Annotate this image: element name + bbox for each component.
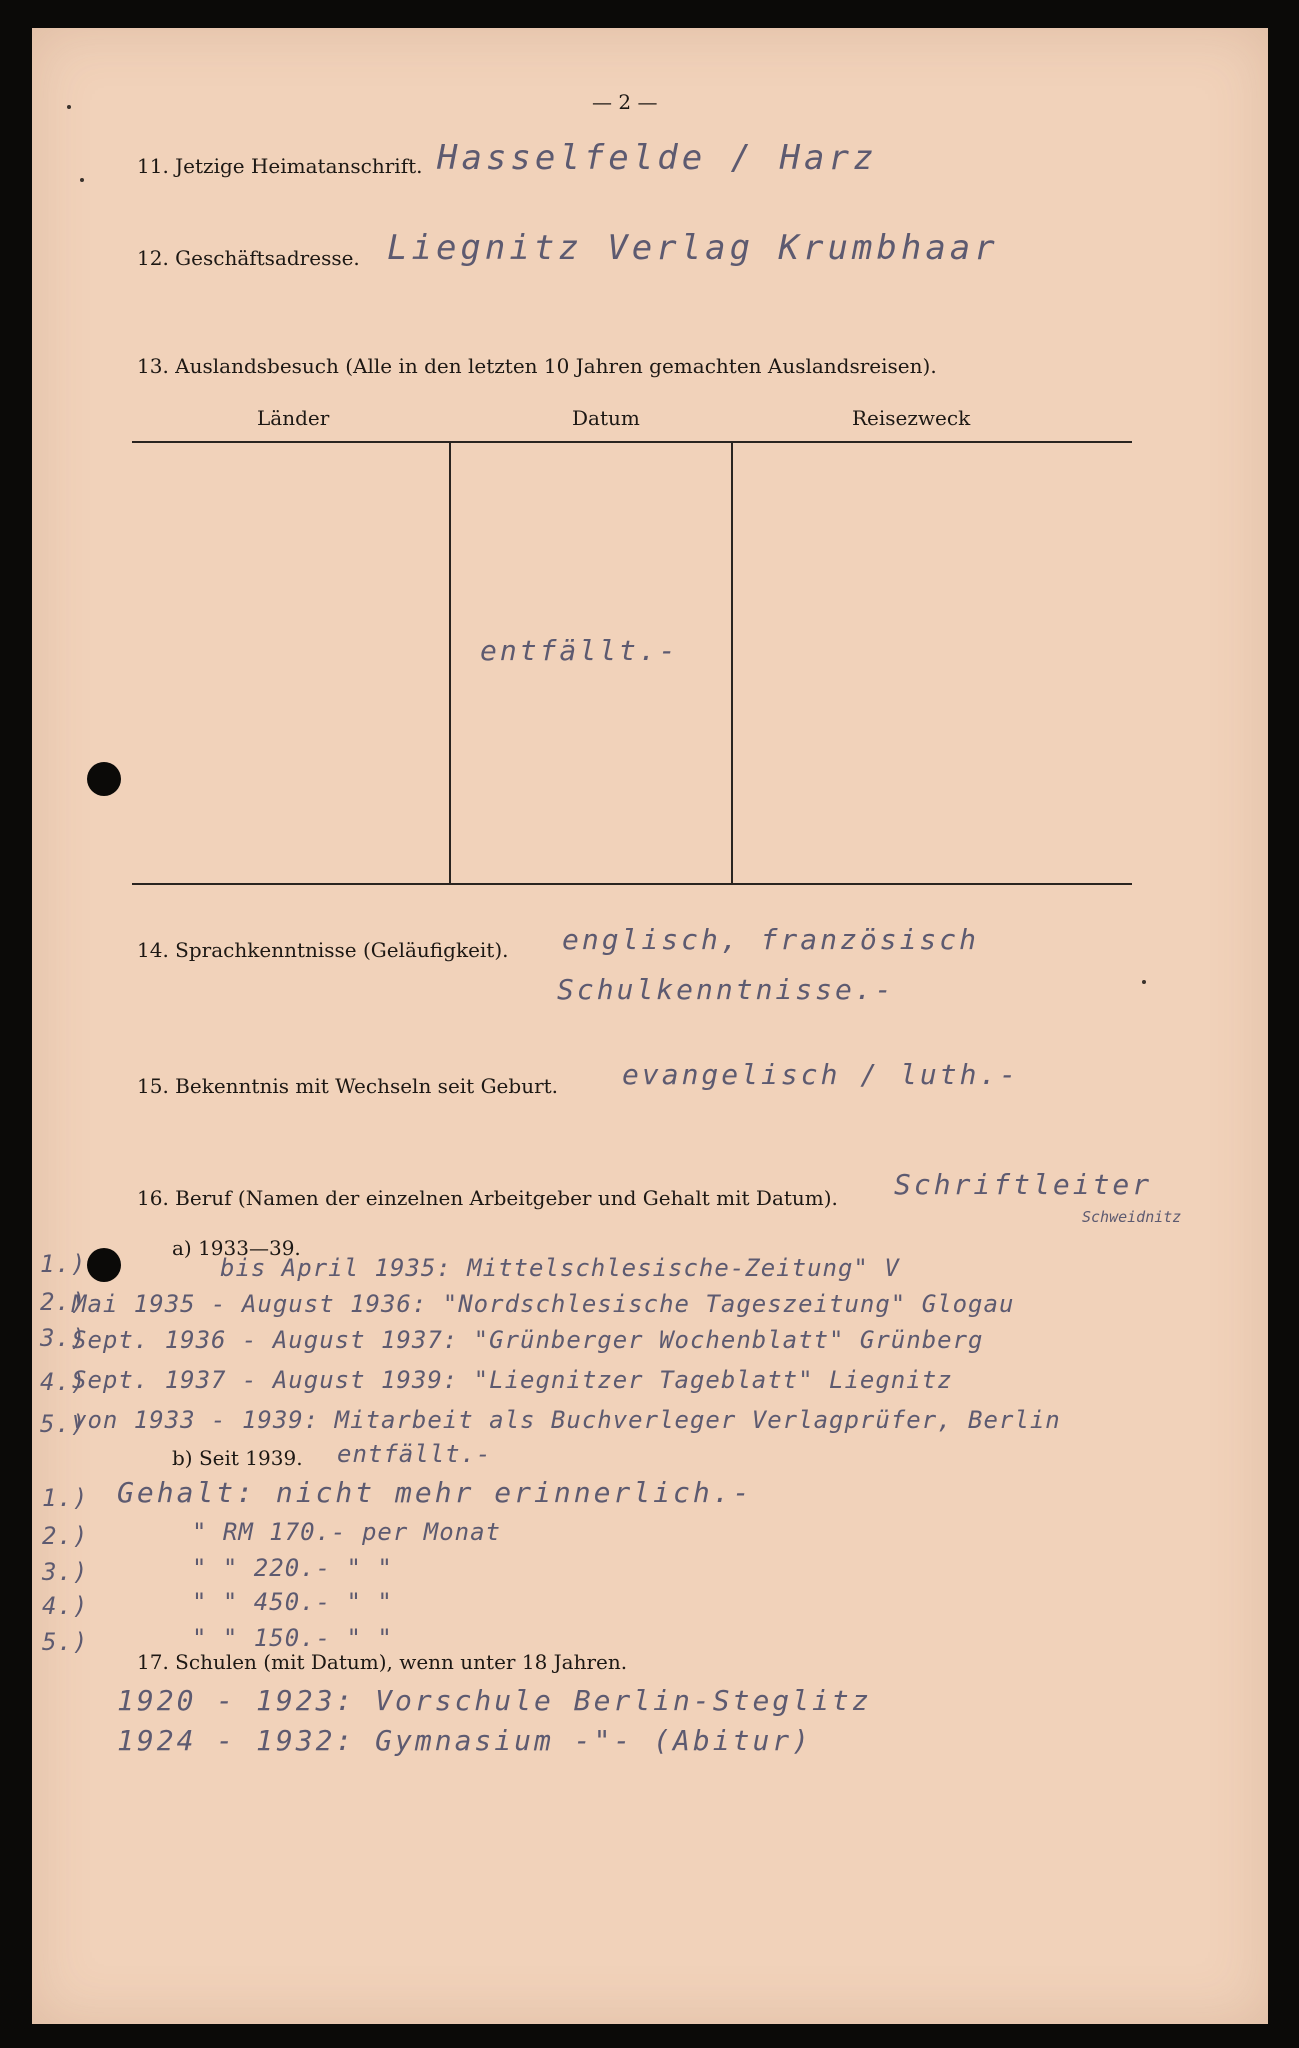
employment-1-num: 1.)	[40, 1250, 87, 1278]
salary-4-text: " " 450.- " "	[192, 1588, 393, 1616]
table-divider-2	[731, 443, 733, 883]
employment-3-text: Sept. 1936 - August 1937: "Grünberger Wochenblatt" Grünberg	[72, 1326, 984, 1354]
salary-3-text: " " 220.- " "	[192, 1554, 393, 1582]
table-bottom-rule	[132, 883, 1132, 885]
school-1: 1920 - 1923: Vorschule Berlin-Steglitz	[117, 1684, 872, 1717]
item-12-label: 12. Geschäftsadresse.	[137, 246, 360, 270]
column-header-datum: Datum	[572, 406, 640, 430]
employment-4-text: Sept. 1937 - August 1939: "Liegnitzer Tageblatt" Liegnitz	[72, 1366, 953, 1394]
employment-3-num: 3.)	[40, 1324, 87, 1352]
item-17-label: 17. Schulen (mit Datum), wenn unter 18 Jahren.	[137, 1650, 628, 1674]
punch-hole-upper	[87, 762, 121, 796]
item-15-answer: evangelisch / luth.-	[622, 1058, 1020, 1091]
punch-hole-lower	[87, 1248, 121, 1282]
paper-speck	[80, 178, 84, 182]
paper-speck	[67, 105, 71, 109]
employment-2-text: Mai 1935 - August 1936: "Nordschlesische Tageszeitung" Glogau	[72, 1290, 1015, 1318]
school-2: 1924 - 1932: Gymnasium -"- (Abitur)	[117, 1724, 813, 1757]
item-15-label: 15. Bekenntnis mit Wechseln seit Geburt.	[137, 1074, 559, 1098]
employment-2-num: 2.)	[40, 1288, 87, 1316]
item-14-label: 14. Sprachkenntnisse (Geläufigkeit).	[137, 938, 509, 962]
employment-1-text: bis April 1935: Mittelschlesische-Zeitung" V	[220, 1254, 900, 1282]
salary-5-num: 5.)	[42, 1628, 89, 1656]
item-16-sub-b-answer: entfällt.-	[337, 1440, 492, 1468]
item-14-answer-line2: Schulkenntnisse.-	[557, 973, 895, 1006]
salary-5-text: " " 150.- " "	[192, 1624, 393, 1652]
form-page	[32, 28, 1268, 2024]
column-header-reisezweck: Reisezweck	[852, 406, 971, 430]
table-divider-1	[449, 443, 451, 883]
employment-5-num: 5.)	[40, 1410, 87, 1438]
table-top-rule	[132, 441, 1132, 443]
employment-5-text: von 1933 - 1939: Mitarbeit als Buchverleger Verlagprüfer, Berlin	[72, 1406, 1061, 1434]
salary-4-num: 4.)	[42, 1592, 89, 1620]
item-16-sub-a: a) 1933—39.	[172, 1236, 301, 1260]
note-schweidnitz: Schweidnitz	[1082, 1208, 1182, 1226]
column-header-laender: Länder	[257, 406, 330, 430]
page-number: — 2 —	[592, 90, 658, 114]
item-11-label: 11. Jetzige Heimatanschrift.	[137, 154, 423, 178]
item-16-answer: Schriftleiter	[894, 1168, 1153, 1201]
item-16-sub-b: b) Seit 1939.	[172, 1446, 303, 1470]
item-12-answer: Liegnitz Verlag Krumbhaar	[387, 228, 999, 268]
item-11-answer: Hasselfelde / Harz	[437, 138, 878, 178]
paper-speck	[1142, 980, 1146, 984]
item-13-label: 13. Auslandsbesuch (Alle in den letzten 10 Jahren gemachten Auslandsreisen).	[137, 354, 937, 378]
salary-2-text: " RM 170.- per Monat	[192, 1518, 501, 1546]
item-13-entry: entfällt.-	[480, 634, 679, 667]
item-14-answer-line1: englisch, französisch	[562, 923, 980, 956]
employment-4-num: 4.)	[40, 1368, 87, 1396]
salary-1-num: 1.)	[42, 1484, 89, 1512]
salary-3-num: 3.)	[42, 1558, 89, 1586]
salary-1-text: Gehalt: nicht mehr erinnerlich.-	[117, 1476, 753, 1509]
salary-2-num: 2.)	[42, 1522, 89, 1550]
item-16-label: 16. Beruf (Namen der einzelnen Arbeitgeber und Gehalt mit Datum).	[137, 1186, 838, 1210]
